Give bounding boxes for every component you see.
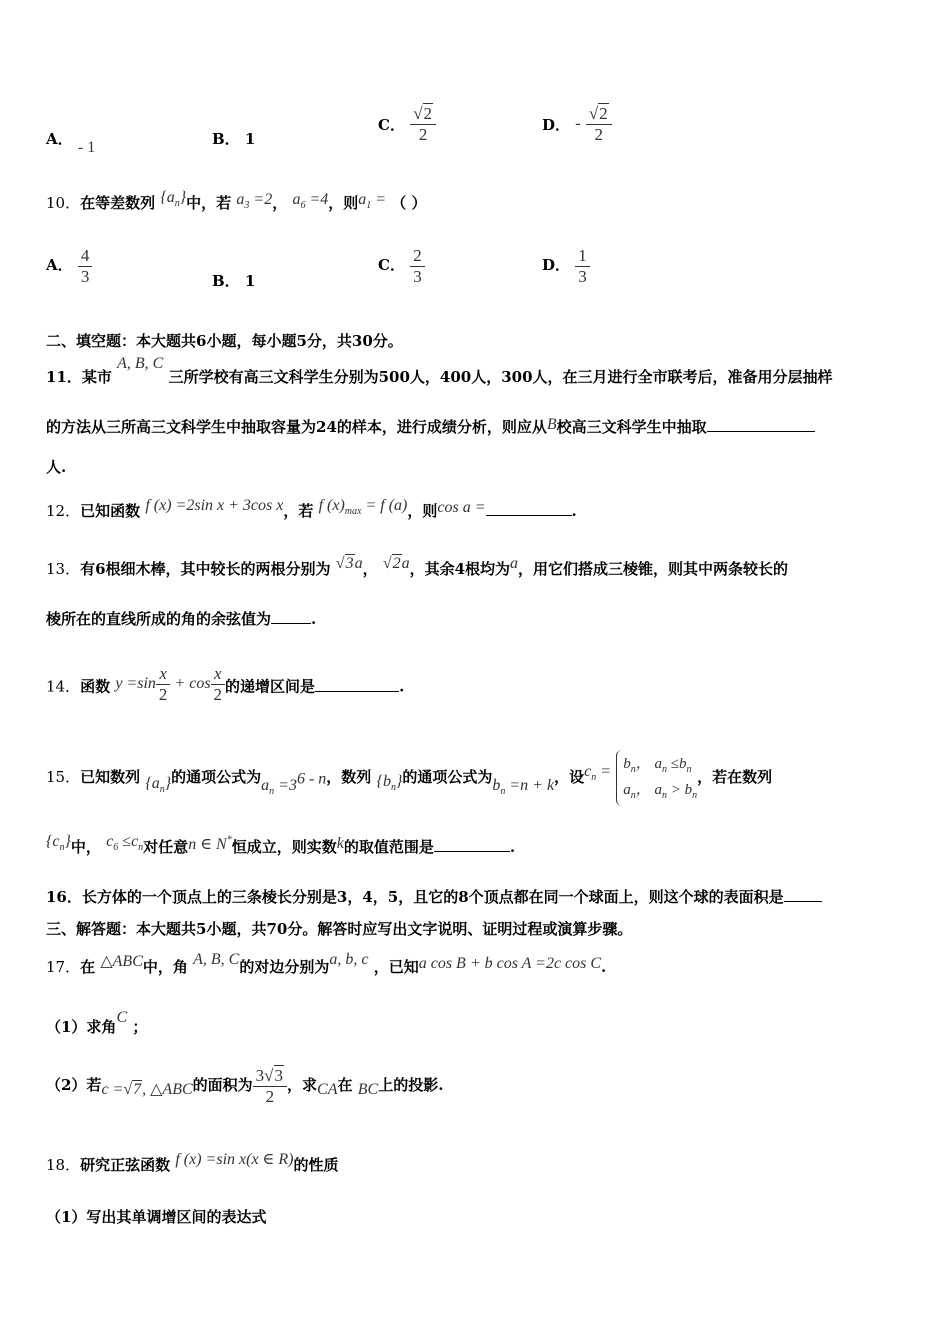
q9-option-c-fraction: $\frac{√2}{2}$ <box>410 104 436 144</box>
question-13-line-1: 13．有6根细木棒，其中较长的两根分别为 √3a， √2a，其余4根均为a，用它们搭成三棱锥，则其中两条较长的 <box>46 555 789 578</box>
question-17: 17．在 △ABC中，角 A, B, C的对边分别为a, b, c ，已知a cos B + b cos A =2c cos C. <box>46 951 607 976</box>
question-14: 14．函数 y =sin $\frac{x}{2}$ + cos $\frac{x}{2}$ 的递增区间是 . <box>46 664 405 704</box>
q9-option-d-fraction: $\frac{√2}{2}$ <box>586 104 612 144</box>
question-11-line-3: 人. <box>46 458 67 476</box>
question-17-part-2: （2）若c =√7, △ABC的面积为 $\frac{3√3}{2}$ ，求CA在 BC上的投影. <box>46 1066 444 1106</box>
q10-option-c: C． $\frac{2}{3}$ <box>378 246 425 286</box>
section-2-heading: 二、填空题：本大题共6小题，每小题5分，共30分。 <box>46 332 403 350</box>
question-13-line-2: 棱所在的直线所成的角的余弦值为 . <box>46 610 317 628</box>
q9-option-a-value: - 1 <box>77 139 96 156</box>
answer-blank[interactable] <box>315 679 399 692</box>
question-18: 18．研究正弦函数 f (x) =sin x(x ∈ R)的性质 <box>46 1151 339 1174</box>
question-11-line-1: 11．某市 A, B, C 三所学校有高三文科学生分别为500人，400人，300人，在三月进行全市联考后，准备用分层抽样 <box>46 355 833 386</box>
section-3-heading: 三、解答题：本大题共5小题，共70分。解答时应写出文字说明、证明过程或演算步骤。 <box>46 920 633 938</box>
answer-blank[interactable] <box>784 889 822 902</box>
q9-option-d: D． - $\frac{√2}{2}$ <box>542 104 612 144</box>
answer-blank[interactable] <box>486 503 572 516</box>
question-15-line-1: 15．已知数列 $\{a_n\}$的通项公式为$a_n =3^{6 - n}$，数列 $\{b_n\}$的通项公式为$b_n =n + k$，设$c_n$ = $b_n$， $a_n \le b_n$ $a_n$， $a_n > b_n$ ，若在数列 <box>46 750 772 806</box>
question-11-line-2: 的方法从三所高三文科学生中抽取容量为24的样本，进行成绩分析，则应从B校高三文科学生中抽取 <box>46 416 815 437</box>
q10-option-b: B． 1 <box>212 272 256 290</box>
q9-option-c: C． $\frac{√2}{2}$ <box>378 104 436 144</box>
question-18-part-1: （1）写出其单调增区间的表达式 <box>46 1208 267 1226</box>
q10-option-a: A． $\frac{4}{3}$ <box>46 246 92 286</box>
piecewise-definition: $b_n$， $a_n \le b_n$ $a_n$， $a_n > b_n$ <box>616 750 697 806</box>
q10-option-d: D． $\frac{1}{3}$ <box>542 246 590 286</box>
question-17-part-1: （1）求角C ； <box>46 1009 148 1036</box>
q9-option-a: A． - 1 <box>46 130 96 156</box>
question-16: 16．长方体的一个顶点上的三条棱长分别是3，4，5，且它的8个顶点都在同一个球面上，则这个球的表面积是 <box>46 886 822 907</box>
answer-blank[interactable] <box>707 419 815 432</box>
question-15-line-2: $\{c_n\}$中， $c_6 \le c_n$对任意n ∈ N*恒成立，则实数k的取值范围是 . <box>46 833 516 856</box>
question-10: 10．在等差数列 $\{a_n\}$中，若 $a_3 =2$， $a_6 =4$，则$a_1$ = （ ） <box>46 189 427 212</box>
answer-blank[interactable] <box>271 611 311 624</box>
question-12: 12．已知函数 f (x) =2sin x + 3cos x，若 f $(x)_{max} = f$ (a)，则cos a = . <box>46 497 577 520</box>
q9-option-b: B． 1 <box>212 130 256 148</box>
answer-blank[interactable] <box>434 839 510 852</box>
